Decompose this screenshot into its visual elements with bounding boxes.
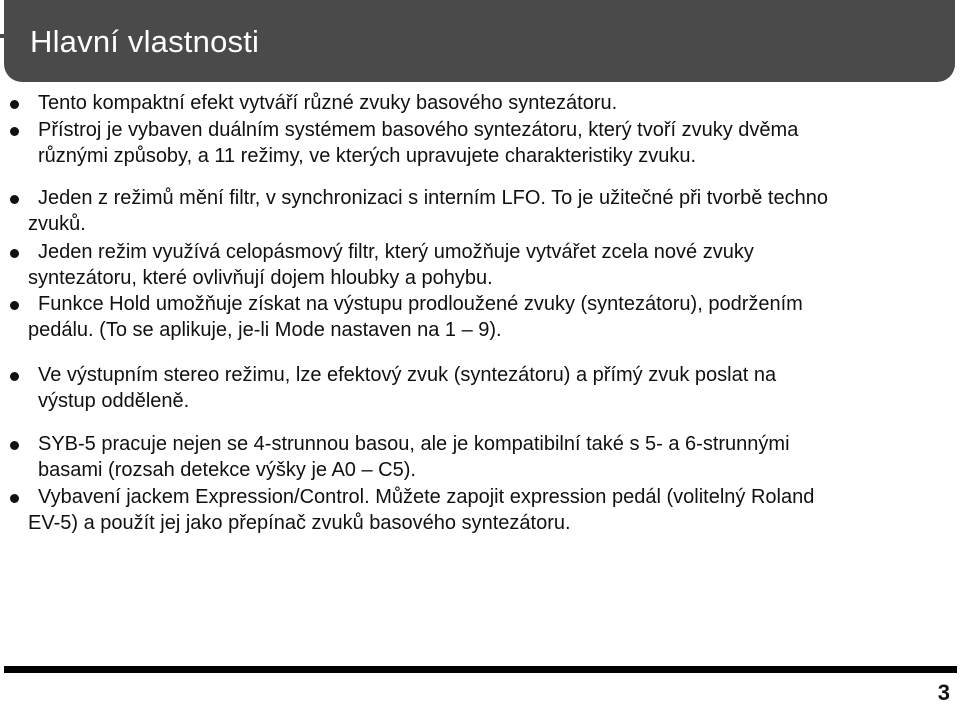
footer-rule	[4, 666, 957, 673]
bullet-icon	[10, 301, 19, 310]
list-item	[10, 185, 940, 237]
bullet-icon	[10, 100, 19, 109]
list-item	[10, 239, 940, 291]
list-item-text: Vybavení jackem Expression/Control. Můžete zapojit expression pedál (volitelný Roland	[38, 486, 815, 508]
list-item-text-continued: zvuků.	[28, 213, 86, 235]
list-item-text: Jeden režim využívá celopásmový filtr, který umožňuje vytvářet zcela nové zvuky	[38, 241, 754, 263]
list-item-text: SYB-5 pracuje nejen se 4-strunnou basou, ale je kompatibilní také s 5- a 6-strunnými	[38, 433, 790, 455]
bullet-icon	[10, 249, 19, 258]
list-item-text-continued: výstup odděleně.	[38, 390, 190, 412]
list-item	[10, 90, 940, 116]
list-item-text-continued: syntezátoru, které ovlivňují dojem hloubky a pohybu.	[28, 267, 493, 289]
list-item-text: Funkce Hold umožňuje získat na výstupu prodloužené zvuky (syntezátoru), podržením	[38, 293, 803, 315]
bullet-icon	[10, 127, 19, 136]
list-item-text-continued: EV-5) a použít jej jako přepínač zvuků basového syntezátoru.	[28, 512, 571, 534]
list-item-text: Přístroj je vybaven duálním systémem basového syntezátoru, který tvoří zvuky dvěma	[38, 119, 799, 141]
list-item-text-continued: basami (rozsah detekce výšky je A0 – C5).	[38, 459, 416, 481]
list-item-text-continued: pedálu. (To se aplikuje, je-li Mode nastaven na 1 – 9).	[28, 319, 502, 341]
list-item	[10, 291, 940, 343]
list-item-text: Jeden z režimů mění filtr, v synchronizaci s interním LFO. To je užitečné při tvorbě techno	[38, 187, 828, 209]
list-item	[10, 117, 940, 169]
bullet-icon	[10, 441, 19, 450]
list-item	[10, 484, 940, 536]
list-item-text-continued: různými způsoby, a 11 režimy, ve kterých upravujete charakteristiky zvuku.	[38, 145, 697, 167]
page-title: Hlavní vlastnosti	[30, 24, 260, 59]
bullet-icon	[10, 195, 19, 204]
page-number: 3	[937, 680, 950, 705]
list-item	[10, 362, 940, 414]
bullet-icon	[10, 494, 19, 503]
bullet-icon	[10, 372, 19, 381]
list-item-text: Ve výstupním stereo režimu, lze efektový zvuk (syntezátoru) a přímý zvuk poslat na	[38, 364, 777, 386]
list-item	[10, 431, 940, 483]
list-item-text: Tento kompaktní efekt vytváří různé zvuky basového syntezátoru.	[38, 92, 618, 114]
